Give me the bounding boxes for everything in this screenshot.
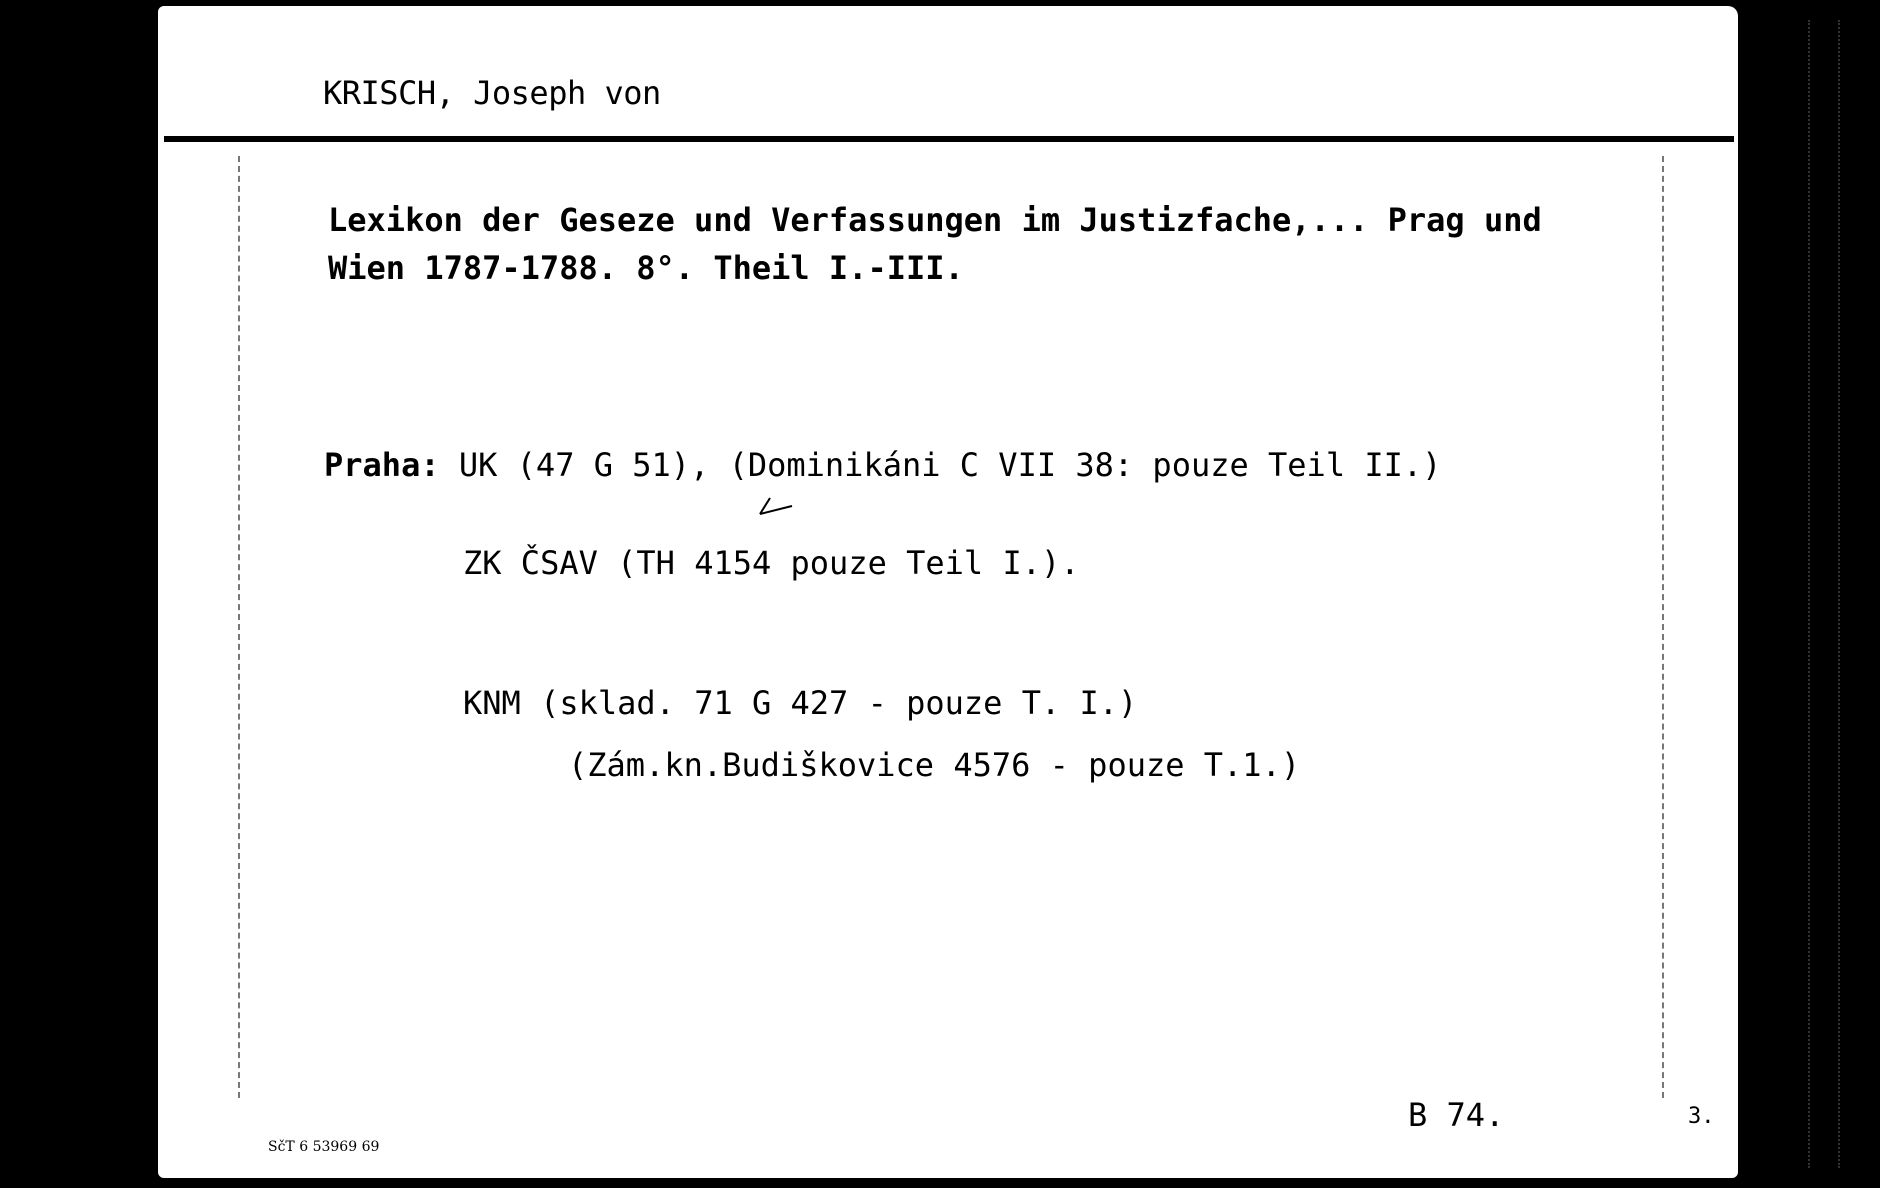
scan-edge-dots	[1808, 20, 1810, 1168]
right-margin-line	[1662, 156, 1664, 1098]
handwritten-tick-mark	[756, 494, 796, 518]
corner-mark: 3.	[1688, 1104, 1715, 1129]
scan-edge-dots	[1838, 20, 1840, 1168]
holding-zamek-library: (Zám.kn.Budiškovice 4576 - pouze T.1.)	[568, 746, 1301, 784]
holding-praha	[324, 446, 1441, 484]
left-margin-line	[238, 156, 240, 1098]
holding-praha-text: UK (47 G 51), (Dominikáni C VII 38: pouze Teil II.)	[458, 446, 1442, 484]
title-line-2: Wien 1787-1788. 8°. Theil I.-III.	[328, 249, 964, 287]
heading-rule	[164, 136, 1734, 142]
holding-zk-csav: ZK ČSAV (TH 4154 pouze Teil I.).	[463, 544, 1080, 582]
card-heading: KRISCH, Joseph von	[323, 74, 661, 112]
holding-knm: KNM (sklad. 71 G 427 - pouze T. I.)	[463, 684, 1138, 722]
holding-location-label: Praha:	[324, 446, 440, 484]
bibliographic-title	[328, 196, 1658, 292]
printer-mark: SčT 6 53969 69	[268, 1139, 380, 1155]
title-line-1: Lexikon der Geseze und Verfassungen im Justizfache,... Prag und	[328, 201, 1542, 239]
catalog-card	[158, 6, 1738, 1178]
shelfmark: B 74.	[1408, 1096, 1505, 1134]
